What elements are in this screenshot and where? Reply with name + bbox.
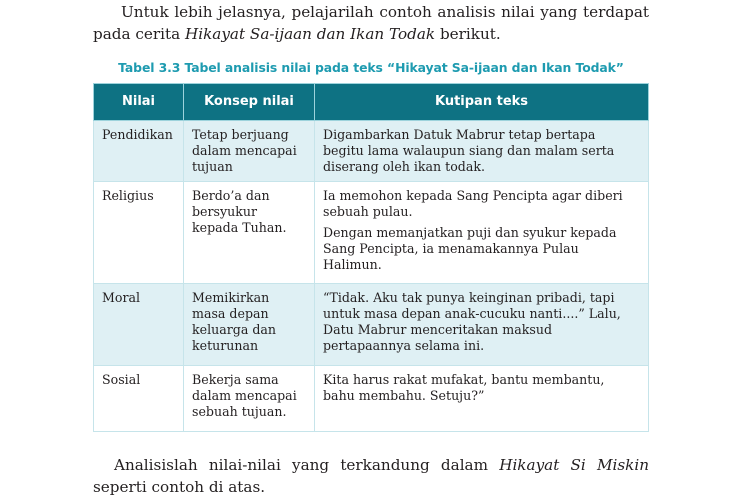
intro-text-2: berikut. bbox=[435, 25, 501, 43]
quote-text: Kita harus rakat mufakat, bantu membantu, bahu membahu. Setuju?” bbox=[323, 372, 605, 403]
quote-text: Dengan memanjatkan puji dan syukur kepada Sang Pencipta, ia menamakannya Pulau Halimun. bbox=[323, 225, 617, 272]
cell-nilai: Moral bbox=[94, 284, 184, 366]
quote-text: “Tidak. Aku tak punya keinginan pribadi, tapi untuk masa depan anak-cucuku nanti....” Lalu, Datu Mabrur menceritakan maksud pertapaannya selama ini. bbox=[323, 290, 621, 353]
cell-nilai: Sosial bbox=[94, 366, 184, 432]
table-row bbox=[94, 121, 649, 182]
table-header-row bbox=[94, 84, 649, 121]
table-row bbox=[94, 284, 649, 366]
values-analysis-table bbox=[93, 83, 649, 432]
cell-kutipan bbox=[315, 182, 649, 284]
cell-nilai: Pendidikan bbox=[94, 121, 184, 182]
exercise-paragraph bbox=[93, 454, 649, 498]
quote-text: Ia memohon kepada Sang Pencipta agar diberi sebuah pulau. bbox=[323, 188, 623, 219]
intro-story-title: Hikayat Sa-ijaan dan Ikan Todak bbox=[184, 25, 436, 43]
quote-text: Digambarkan Datuk Mabrur tetap bertapa begitu lama walaupun siang dan malam serta diserang oleh ikan todak. bbox=[323, 127, 615, 174]
outro-text-2: seperti contoh di atas. bbox=[93, 478, 266, 496]
cell-konsep: Bekerja sama dalam mencapai sebuah tujuan. bbox=[184, 366, 315, 432]
cell-konsep: Berdo’a dan bersyukur kepada Tuhan. bbox=[184, 182, 315, 284]
cell-konsep: Tetap berjuang dalam mencapai tujuan bbox=[184, 121, 315, 182]
table-row bbox=[94, 182, 649, 284]
outro-text-1: Analisislah nilai-nilai yang terkandung dalam bbox=[114, 456, 500, 474]
table-caption: Tabel 3.3 Tabel analisis nilai pada teks “Hikayat Sa-ijaan dan Ikan Todak” bbox=[118, 60, 624, 75]
header-kutipan-teks: Kutipan teks bbox=[315, 84, 649, 121]
cell-kutipan bbox=[315, 366, 649, 432]
cell-kutipan bbox=[315, 284, 649, 366]
cell-nilai: Religius bbox=[94, 182, 184, 284]
table-row bbox=[94, 366, 649, 432]
cell-konsep: Memikirkan masa depan keluarga dan keturunan bbox=[184, 284, 315, 366]
outro-story-title: Hikayat Si Miskin bbox=[499, 456, 649, 474]
intro-paragraph bbox=[93, 1, 649, 45]
header-konsep-nilai: Konsep nilai bbox=[184, 84, 315, 121]
header-nilai: Nilai bbox=[94, 84, 184, 121]
intro-text-1: Untuk lebih jelasnya, pelajarilah contoh analisis nilai yang terdapat pada cerita bbox=[93, 3, 649, 43]
cell-kutipan bbox=[315, 121, 649, 182]
